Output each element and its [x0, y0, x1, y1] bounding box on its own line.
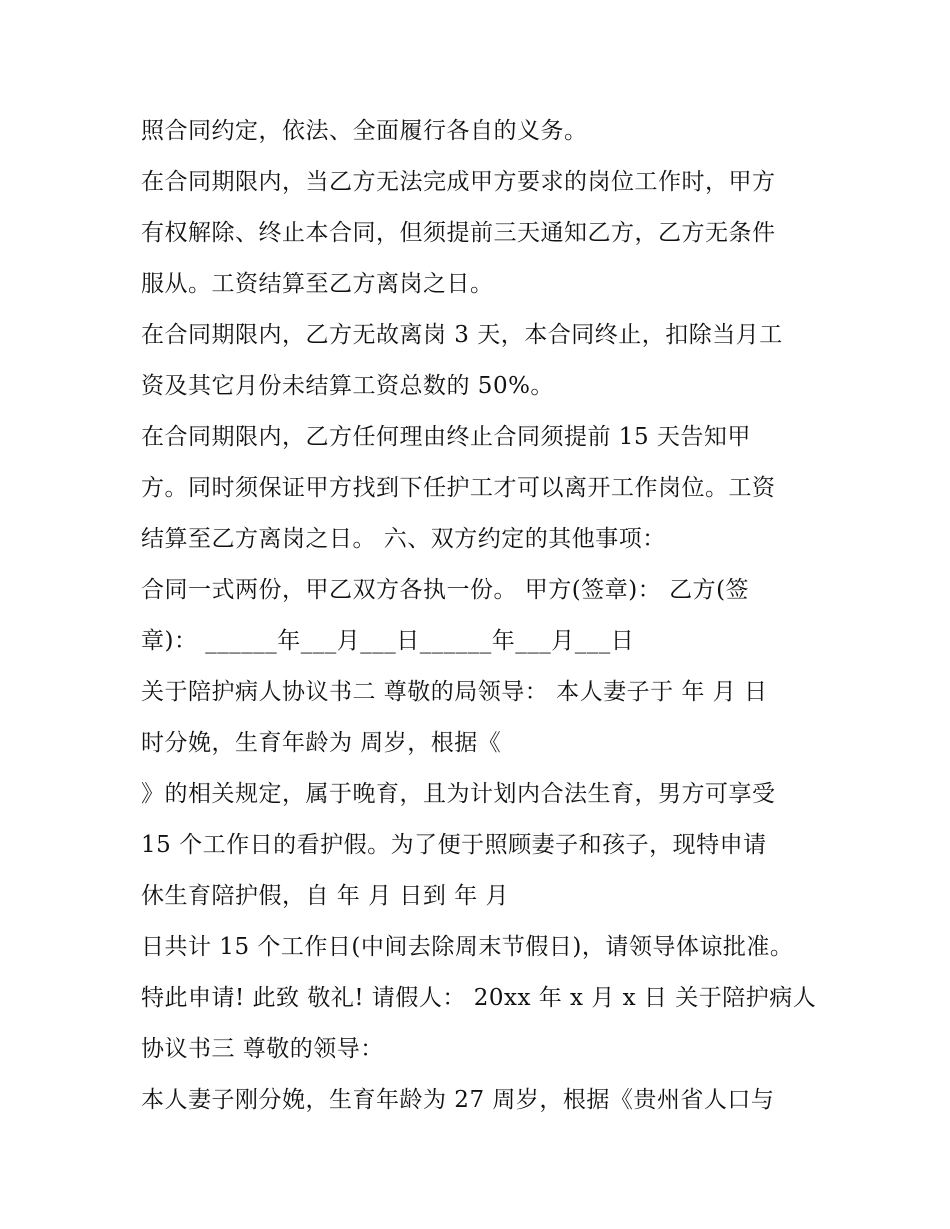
document-body	[141, 106, 821, 1126]
text-line: 合同一式两份，甲乙双方各执一份。 甲方(签章)： 乙方(签	[141, 577, 750, 603]
text-line: 章)： ______年___月___日______年___月___日	[141, 628, 635, 654]
text-line: 时分娩，生育年龄为 周岁，根据《	[141, 730, 502, 756]
text-line: 有权解除、终止本合同，但须提前三天通知乙方，乙方无条件	[141, 220, 776, 246]
text-line: 结算至乙方离岗之日。 六、双方约定的其他事项：	[141, 526, 666, 552]
text-line: 休生育陪护假，自 年 月 日到 年 月	[141, 883, 510, 909]
text-line: 本人妻子刚分娩，生育年龄为 27 周岁，根据《贵州省人口与	[141, 1087, 775, 1113]
text-line: 15 个工作日的看护假。为了便于照顾妻子和孩子，现特申请	[141, 832, 767, 858]
text-line: 方。同时须保证甲方找到下任护工才可以离开工作岗位。工资	[141, 475, 776, 501]
text-line: 照合同约定，依法、全面履行各自的义务。	[141, 118, 588, 144]
text-line: 日共计 15 个工作日(中间去除周末节假日)，请领导体谅批准。	[141, 934, 794, 960]
text-line: 资及其它月份未结算工资总数的 50%。	[141, 373, 554, 399]
text-line: 服从。工资结算至乙方离岗之日。	[141, 271, 494, 297]
text-line: 在合同期限内，乙方任何理由终止合同须提前 15 天告知甲	[141, 424, 751, 450]
text-line: 协议书三 尊敬的领导：	[141, 1036, 384, 1062]
text-line: 在合同期限内，当乙方无法完成甲方要求的岗位工作时，甲方	[141, 169, 776, 195]
text-line: 关于陪护病人协议书二 尊敬的局领导： 本人妻子于 年 月 日	[141, 679, 768, 705]
text-line: 》的相关规定，属于晚育，且为计划内合法生育，男方可享受	[141, 781, 776, 807]
text-line: 特此申请! 此致 敬礼! 请假人： 20xx 年 x 月 x 日 关于陪护病人	[141, 985, 817, 1011]
text-line: 在合同期限内，乙方无故离岗 3 天，本合同终止，扣除当月工	[141, 322, 783, 348]
